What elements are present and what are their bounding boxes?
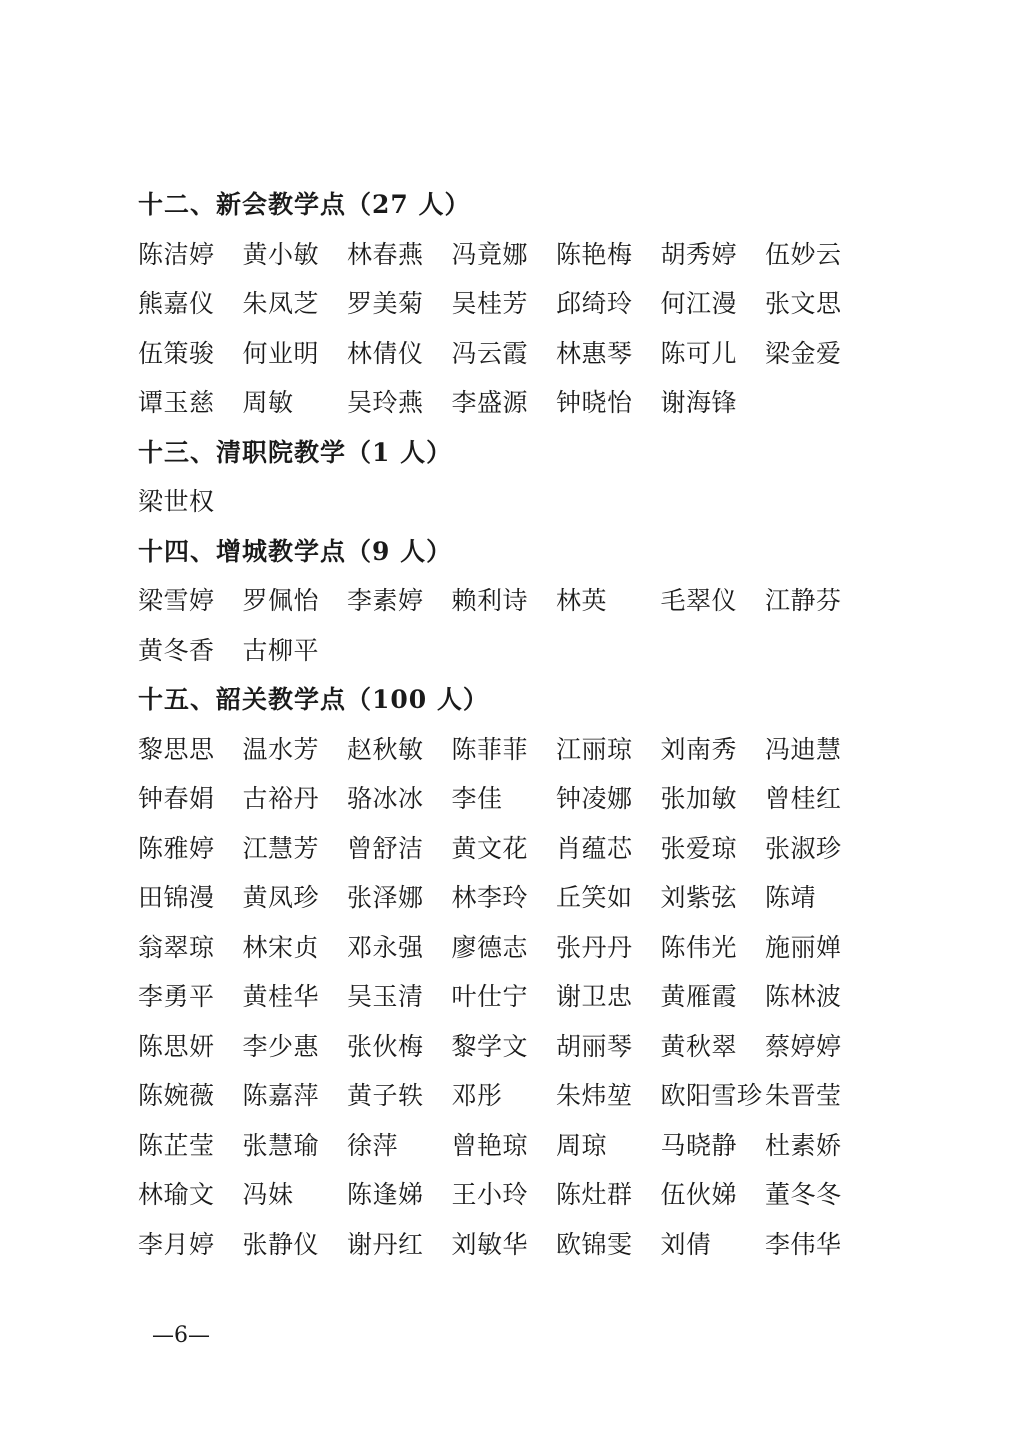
person-name: 钟晓怡 (556, 388, 633, 417)
person-name: 陈靖 (765, 883, 817, 912)
person-name: 陈雅婷 (138, 833, 215, 863)
person-name: 黄秋翠 (660, 1031, 738, 1061)
person-name: 吴玲燕 (347, 388, 424, 417)
person-name: 陈林波 (765, 982, 842, 1011)
person-name: 曾桂红 (765, 784, 842, 813)
person-name: 蔡婷婷 (765, 1031, 842, 1061)
person-name: 刘倩 (660, 1229, 712, 1259)
person-name: 李勇平 (138, 982, 215, 1011)
person-name: 冯竟娜 (451, 239, 529, 269)
person-name: 温水芳 (242, 734, 320, 764)
person-name: 谢卫忠 (556, 982, 633, 1011)
person-name: 黄凤珍 (242, 883, 320, 912)
page-number: —6— (152, 1323, 210, 1348)
person-name: 张淑珍 (765, 833, 842, 863)
person-name: 吴玉清 (347, 982, 424, 1011)
person-name: 田锦漫 (138, 883, 215, 912)
document-body (138, 180, 878, 1269)
person-name: 张丹丹 (556, 932, 633, 962)
person-name: 赵秋敏 (347, 734, 424, 764)
person-name: 张泽娜 (347, 883, 424, 912)
person-name: 马晓静 (660, 1130, 738, 1160)
person-name: 罗佩怡 (242, 586, 320, 615)
person-name: 骆冰冰 (347, 784, 424, 813)
person-name: 林英 (556, 586, 608, 615)
name-list (138, 477, 878, 527)
person-name: 伍策骏 (138, 338, 215, 368)
person-name: 李素婷 (347, 586, 424, 615)
person-name: 曾艳琼 (451, 1130, 529, 1160)
person-name: 朱凤芝 (242, 289, 320, 318)
name-list (138, 230, 878, 428)
person-name: 胡秀婷 (660, 239, 738, 269)
person-name: 林李玲 (451, 883, 529, 912)
person-name: 林瑜文 (138, 1180, 215, 1209)
person-name: 张爱琼 (660, 833, 738, 863)
person-name: 张慧瑜 (242, 1130, 320, 1160)
person-name: 翁翠琼 (138, 932, 215, 962)
person-name: 邓彤 (451, 1081, 503, 1110)
person-name: 叶仕宁 (451, 982, 529, 1011)
person-name: 邓永强 (347, 932, 424, 962)
person-name: 董冬冬 (765, 1180, 842, 1209)
person-name: 周敏 (242, 388, 294, 417)
person-name: 林春燕 (347, 239, 424, 269)
person-name: 周琼 (556, 1130, 608, 1160)
person-name: 陈芷莹 (138, 1130, 215, 1160)
name-list (138, 576, 878, 675)
person-name: 古裕丹 (242, 784, 320, 813)
person-name: 江丽琼 (556, 734, 633, 764)
person-name: 谢丹红 (347, 1229, 424, 1259)
person-name: 钟凌娜 (556, 784, 633, 813)
person-name: 赖利诗 (451, 586, 529, 615)
person-name: 李伟华 (765, 1229, 842, 1259)
person-name: 黄桂华 (242, 982, 320, 1011)
person-name: 朱晋莹 (765, 1081, 842, 1110)
person-name: 刘紫弦 (660, 883, 738, 912)
section-heading: 十四、增城教学点（9 人） (138, 536, 453, 566)
person-name: 何业明 (242, 338, 320, 368)
person-name: 梁金爱 (765, 338, 842, 368)
person-name: 曾舒洁 (347, 833, 424, 863)
person-name: 张伙梅 (347, 1031, 424, 1061)
person-name: 欧锦雯 (556, 1229, 633, 1259)
person-name: 林倩仪 (347, 338, 424, 368)
person-name: 陈洁婷 (138, 239, 215, 269)
person-name: 黄子轶 (347, 1081, 424, 1110)
person-name: 江静芬 (765, 586, 842, 615)
person-name: 徐萍 (347, 1130, 399, 1160)
person-name: 李佳 (451, 784, 503, 813)
person-name: 吴桂芳 (451, 289, 529, 318)
person-name: 林宋贞 (242, 932, 320, 962)
person-name: 张文思 (765, 289, 842, 318)
person-name: 张加敏 (660, 784, 738, 813)
person-name: 梁世权 (138, 487, 215, 516)
person-name: 陈婉薇 (138, 1081, 215, 1110)
person-name: 何江漫 (660, 289, 738, 318)
person-name: 王小玲 (451, 1180, 529, 1209)
person-name: 钟春娟 (138, 784, 215, 813)
person-name: 杜素娇 (765, 1130, 842, 1160)
person-name: 伍伙娣 (660, 1180, 738, 1209)
person-name: 陈嘉萍 (242, 1081, 320, 1110)
person-name: 罗美菊 (347, 289, 424, 318)
person-name: 施丽婵 (765, 932, 842, 962)
person-name: 陈菲菲 (451, 734, 529, 764)
person-name: 陈伟光 (660, 932, 738, 962)
person-name: 谢海锋 (660, 388, 738, 417)
person-name: 李少惠 (242, 1031, 320, 1061)
person-name: 廖德志 (451, 932, 529, 962)
person-name: 刘南秀 (660, 734, 738, 764)
person-name: 陈逢娣 (347, 1180, 424, 1209)
person-name: 刘敏华 (451, 1229, 529, 1259)
person-name: 陈思妍 (138, 1031, 215, 1061)
person-name: 毛翠仪 (660, 586, 738, 615)
person-name: 谭玉慈 (138, 388, 215, 417)
person-name: 肖蕴芯 (556, 833, 633, 863)
person-name: 冯云霞 (451, 338, 529, 368)
section-heading: 十三、清职院教学（1 人） (138, 437, 453, 467)
person-name: 梁雪婷 (138, 586, 215, 615)
person-name: 冯迪慧 (765, 734, 842, 764)
section-heading: 十二、新会教学点（27 人） (138, 190, 471, 219)
person-name: 胡丽琴 (556, 1031, 633, 1061)
person-name: 陈灶群 (556, 1180, 633, 1209)
person-name: 张静仪 (242, 1229, 320, 1259)
section-heading: 十五、韶关教学点（100 人） (138, 685, 489, 714)
person-name: 林惠琴 (556, 338, 633, 368)
person-name: 黄冬香 (138, 635, 215, 665)
person-name: 陈艳梅 (556, 239, 633, 269)
person-name: 熊嘉仪 (138, 289, 215, 318)
person-name: 黎学文 (451, 1031, 529, 1061)
person-name: 黄雁霞 (660, 982, 738, 1011)
person-name: 欧阳雪珍 (660, 1081, 763, 1110)
person-name: 李月婷 (138, 1229, 215, 1259)
person-name: 古柳平 (242, 635, 320, 665)
person-name: 黎思思 (138, 734, 215, 764)
person-name: 江慧芳 (242, 833, 320, 863)
person-name: 李盛源 (451, 388, 529, 417)
person-name: 黄小敏 (242, 239, 320, 269)
person-name: 黄文花 (451, 833, 529, 863)
person-name: 陈可儿 (660, 338, 738, 368)
person-name: 朱炜堃 (556, 1081, 633, 1110)
person-name: 丘笑如 (556, 883, 633, 912)
person-name: 邱绮玲 (556, 289, 633, 318)
name-list (138, 725, 878, 1270)
person-name: 冯妹 (242, 1180, 294, 1209)
person-name: 伍妙云 (765, 239, 842, 269)
